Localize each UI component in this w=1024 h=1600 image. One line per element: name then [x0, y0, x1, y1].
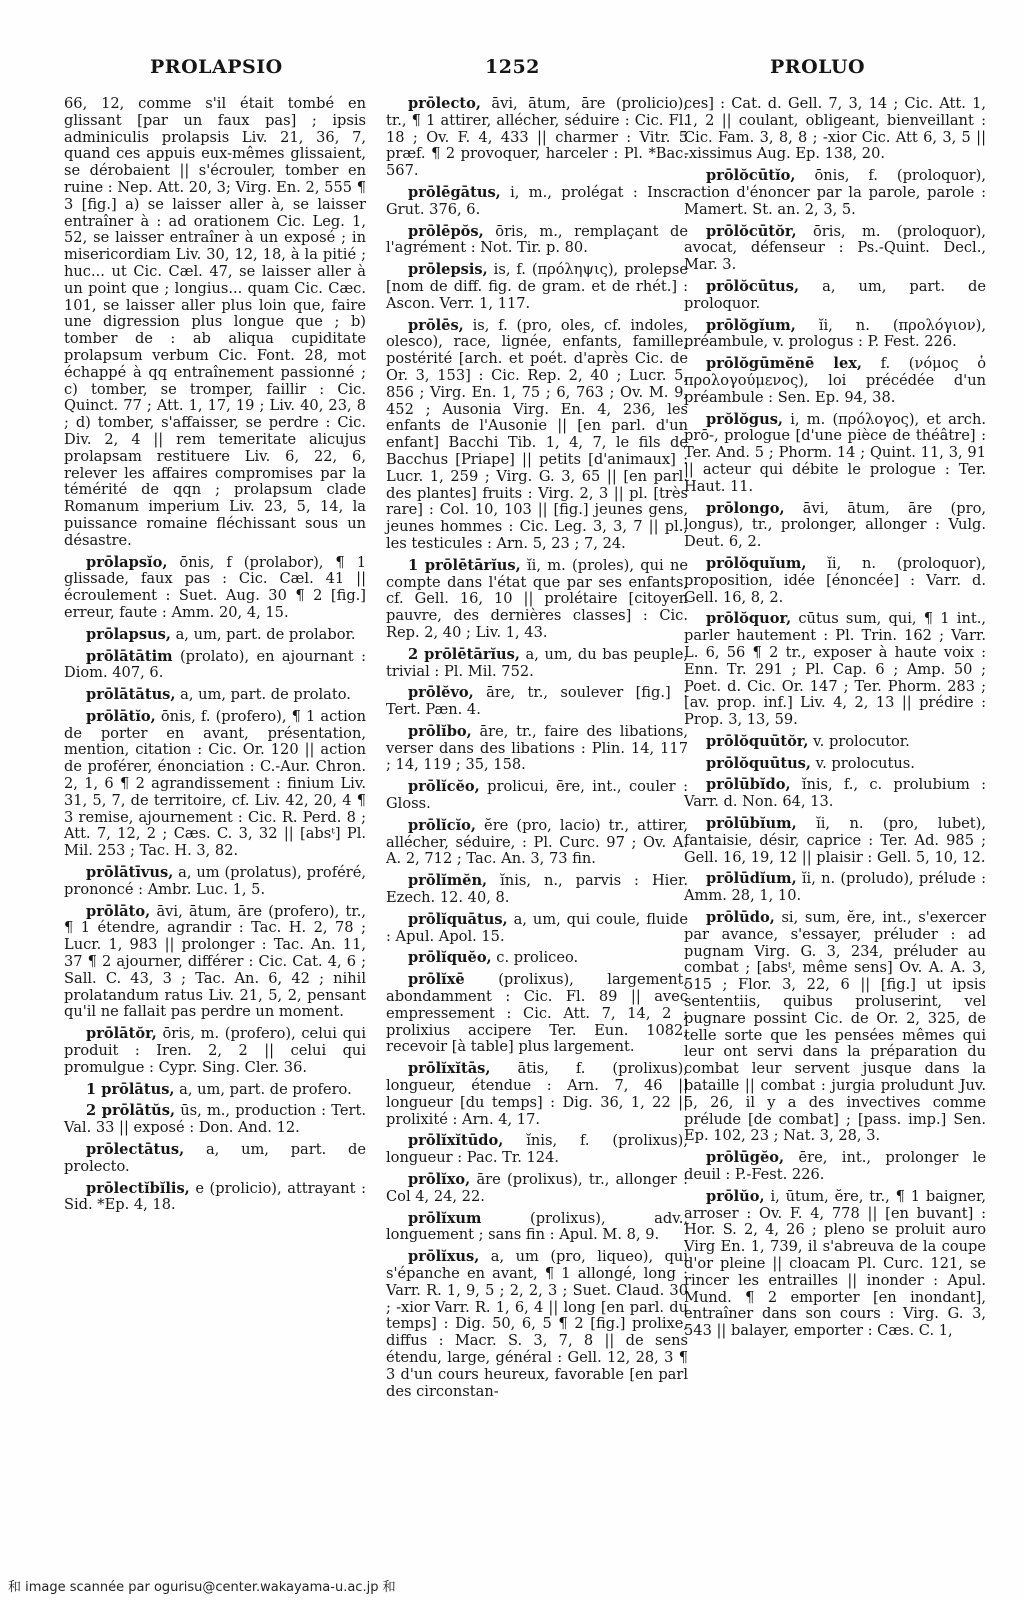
- entry-headword: prōlūdĭum,: [706, 870, 797, 888]
- entry-definition: ĭi, n. (proloquor), proposition, idée [énoncée] : Varr. d. Gell. 16, 8, 2.: [684, 554, 986, 606]
- entry-headword: prōlēgātus,: [408, 183, 501, 201]
- dictionary-entry: [386, 262, 688, 312]
- entry-headword: prōlŏcūtŏr,: [706, 222, 797, 240]
- entry-definition: ōris, m., remplaçant de l'agrément : Not. Tir. p. 80.: [386, 222, 688, 257]
- entry-definition: ĭi, n. (proludo), prélude : Amm. 28, 1, 10.: [684, 870, 986, 905]
- entry-headword: prōlectĭbĭlis,: [86, 1179, 190, 1197]
- entry-definition: ĭi, m. (proles), qui ne compte dans l'état que par ses enfants, cf. Gell. 16, 10 || prolétaire [citoyen pauvre, des dernières classes] : Cic. Rep. 2, 40 ; Liv. 1, 43.: [386, 556, 688, 641]
- dictionary-column-2: [386, 96, 688, 1405]
- entry-headword: prōlŏquūtus,: [706, 754, 811, 772]
- dictionary-entry: [386, 1211, 688, 1245]
- entry-definition: a, um, qui coule, fluide : Apul. Apol. 15.: [386, 910, 688, 945]
- entry-headword: prōlĕvo,: [408, 684, 474, 702]
- dictionary-entry: [684, 318, 986, 352]
- entry-definition: (prolixus), adv., longuement ; sans fin : Apul. M. 8, 9.: [386, 1209, 688, 1244]
- dictionary-entry: [386, 558, 688, 642]
- entry-headword: prōlātĭo,: [86, 707, 156, 725]
- entry-headword: 1 prōlētārĭus,: [408, 556, 521, 574]
- entry-definition: is, f. (pro, oles, cf. indoles, olesco), race, lignée, enfants, famille, postérité [arch. et poét. d'après Cic. de Or. 3, 153] : Cic. Rep. 2, 40 ; Lucr. 5, 856 ; Virg. En. 1, 75 ; 6, 763 ; Ov. M. 9, 452 ; Ausonia Virg. En. 4, 236, les enfants de l'Ausonie || [en parl. d'un enfant] Bacchi Tib. 1, 4, 7, le fils de Bacchus [Priape] || petits [d'animaux] : Lucr. 1, 259 ; Virg. G. 3, 65 || [en parl. des plantes] fruits : Virg. 2, 3 || pl. [très rare] : Col. 10, 103 || [fig.] jeunes gens, jeunes hommes : Cic. Leg. 3, 3, 7 || pl., les testicules : Arn. 5, 23 ; 7, 24.: [386, 316, 688, 552]
- entry-definition: āre, tr., faire des libations, verser dans des libations : Plin. 14, 117 ; 14, 119 ; 35, 158.: [386, 722, 688, 774]
- entry-headword: prōlĭcĕo,: [408, 778, 480, 796]
- running-head-left: PROLAPSIO: [150, 56, 283, 78]
- dictionary-entry: [386, 685, 688, 719]
- entry-definition: a, um (pro, liqueo), qui s'épanche en avant, ¶ 1 allongé, long : Varr. R. 1, 9, 5 ; 2, 2, 3 ; Suet. Claud. 30 ; -xior Varr. R. 1, 6, 4 || long [en parl. du temps] : Dig. 50, 6, 5 ¶ 2 [fig.] prolixe, diffus : Macr. S. 3, 7, 8 || de sens étendu, large, général : Gell. 12, 28, 3 ¶ 3 d'un cours heureux, favorable [en parl des circonstan-: [386, 1248, 688, 1400]
- entry-headword: prōlĭbo,: [408, 722, 472, 740]
- dictionary-entry: [64, 687, 366, 704]
- dictionary-entry: [684, 777, 986, 811]
- dictionary-entry: [386, 1133, 688, 1167]
- entry-headword: prōlŏcūtĭo,: [706, 167, 796, 185]
- dictionary-entry: [64, 1026, 366, 1076]
- entry-headword: prōlĭxus,: [408, 1248, 480, 1266]
- entry-definition: cūtus sum, qui, ¶ 1 int., parler hautement : Pl. Trin. 162 ; Varr. L. 6, 56 ¶ 2 tr., exposer à haute voix : Enn. Tr. 291 ; Pl. Cap. 6 ; Amp. 50 ; Poet. d. Cic. Or. 147 ; Ter. Phorm. 283 ; [av. prop. inf.] Liv. 4, 2, 13 || prédire : Prop. 3, 13, 59.: [684, 610, 986, 729]
- entry-definition: āre (prolixus), tr., allonger : Col 4, 24, 22.: [386, 1171, 688, 1205]
- entry-definition: ōris, m. (proloquor), avocat, défenseur : Ps.-Quint. Decl., Mar. 3.: [684, 222, 986, 274]
- entry-headword: prōlūgĕo,: [706, 1149, 785, 1167]
- dictionary-entry: [64, 904, 366, 1022]
- dictionary-column-3: [684, 96, 986, 1345]
- entry-headword: prōlŏquor,: [706, 610, 792, 628]
- entry-headword: prōlŭo,: [706, 1187, 765, 1205]
- entry-definition: ūs, m., production : Tert. Val. 33 || exposé : Don. And. 12.: [64, 1102, 366, 1137]
- entry-definition: ōnis, f. (profero), ¶ 1 action de porter en avant, présentation, mention, citation : Cic. Or. 120 || action de proférer, énonciation : C.-Aur. Chron. 2, 1, 6 ¶ 2 agrandissement : finium Liv. 31, 5, 7, de territoire, cf. Liv. 42, 20, 4 ¶ 3 remise, ajournement : Cic. R. Perd. 8 ; Att. 7, 12, 2 ; Cæs. C. 3, 32 || [absᵗ] Pl. Mil. 253 ; Tac. H. 3, 82.: [64, 707, 366, 860]
- entry-headword: prŏlŏgus,: [706, 410, 784, 428]
- entry-definition: a, um, part. de prolabor.: [170, 625, 356, 643]
- dictionary-entry: [684, 816, 986, 866]
- entry-headword: prōlūdo,: [706, 909, 775, 927]
- dictionary-entry: [684, 910, 986, 1145]
- dictionary-entry: [386, 972, 688, 1056]
- entry-headword: prōlŏquĭum,: [706, 554, 807, 572]
- dictionary-entry: [64, 649, 366, 683]
- entry-headword: prōlātŏr,: [86, 1025, 157, 1043]
- entry-headword: prōlĭxo,: [408, 1171, 471, 1189]
- dictionary-column-1: [64, 96, 366, 1219]
- dictionary-entry: [64, 1142, 366, 1176]
- dictionary-entry: [684, 224, 986, 274]
- dictionary-entry: [684, 356, 986, 406]
- entry-headword: prōlapsus,: [86, 625, 171, 643]
- dictionary-entry: [386, 873, 688, 907]
- entry-headword: prōlūbĭum,: [706, 815, 797, 833]
- dictionary-entry: [64, 555, 366, 622]
- dictionary-entry: [386, 950, 688, 967]
- dictionary-entry: [64, 627, 366, 644]
- dictionary-entry: [64, 96, 366, 550]
- entry-headword: prōlongo,: [706, 499, 785, 517]
- entry-headword: prōlŏquūtŏr,: [706, 732, 809, 750]
- entry-definition: si, sum, ĕre, int., s'exercer par avance, s'essayer, préluder : ad pugnam Virg. G. 3, 234, préluder au combat ; [absᵗ, même sens] Ov. A. A. 3, 515 ; Flor. 3, 22, 6 || [fig.] ut ipsis sententiis, quibus proluserint, vel pugnare possint Cic. de Or. 2, 325, de telle sorte que les pensées mêmes qui leur ont servi dans la préparation du combat leur servent jusque dans la bataille || combat : jurgia proludunt Juv. 5, 26, il y a des invectives comme prélude [de combat] ; [pass. imp.] Sen. Ep. 102, 23 ; Nat. 3, 28, 3.: [684, 909, 986, 1145]
- entry-definition: ĭnis, f., c. prolubium : Varr. d. Non. 64, 13.: [684, 776, 986, 811]
- entry-definition: i, m., prolégat : Inscr. Grut. 376, 6.: [386, 183, 688, 218]
- dictionary-entry: [684, 501, 986, 551]
- entry-headword: prōlecto,: [408, 95, 481, 112]
- dictionary-entry: [386, 1061, 688, 1128]
- entry-headword: prōlĭcĭo,: [408, 816, 476, 834]
- dictionary-entry: [684, 412, 986, 496]
- entry-definition: v. prolocutor.: [808, 732, 910, 750]
- entry-definition: ĭnis, f. (prolixus), longueur : Pac. Tr. 124.: [386, 1132, 688, 1167]
- dictionary-entry: [386, 818, 688, 868]
- entry-definition: ōris, m. (profero), celui qui produit : Iren. 2, 2 || celui qui promulgue : Cypr. Sing. Cler. 36.: [64, 1025, 366, 1076]
- entry-definition: v. prolocutus.: [810, 754, 915, 772]
- running-head-right: PROLUO: [770, 56, 866, 78]
- dictionary-entry: [684, 556, 986, 606]
- entry-definition: a, um, du bas peuple, trivial : Pl. Mil. 752.: [386, 645, 688, 680]
- dictionary-entry: [684, 611, 986, 729]
- entry-headword: prōlĭxĭtās,: [408, 1060, 491, 1078]
- entry-definition: ōnis, f. (proloquor), action d'énoncer par la parole, parole : Mamert. St. an. 2, 3, 5.: [684, 167, 986, 218]
- entry-headword: prōlātātim: [86, 647, 173, 665]
- dictionary-entry: [684, 96, 986, 163]
- entry-definition: ēre, int., prolonger le deuil : P.-Fest. 226.: [684, 1149, 986, 1184]
- entry-headword: prōlĭmĕn,: [408, 872, 488, 890]
- dictionary-entry: [386, 647, 688, 681]
- entry-definition: prolicui, ēre, int., couler : Gloss.: [386, 778, 688, 813]
- entry-headword: prōlĭxum: [408, 1209, 482, 1227]
- entry-headword: prōlĭquātus,: [408, 910, 508, 928]
- entry-headword: prōlēs,: [408, 316, 464, 334]
- dictionary-entry: [386, 724, 688, 774]
- dictionary-entry: [386, 912, 688, 946]
- entry-definition: a, um, part. de proloquor.: [684, 277, 986, 312]
- entry-headword: 2 prōlētārĭus,: [408, 645, 520, 663]
- dictionary-entry: [386, 224, 688, 258]
- dictionary-entry: [64, 709, 366, 860]
- entry-headword: prōlapsĭo,: [86, 553, 168, 571]
- entry-headword: prōlātātus,: [86, 686, 176, 704]
- entry-headword: prōlāto,: [86, 902, 151, 920]
- dictionary-entry: [386, 1172, 688, 1206]
- entry-definition: a, um, part. de prolecto.: [64, 1141, 366, 1175]
- dictionary-entry: [64, 1103, 366, 1137]
- entry-headword: prōlātīvus,: [86, 864, 174, 882]
- entry-headword: 2 prōlātŭs,: [86, 1102, 176, 1120]
- dictionary-entry: [64, 1181, 366, 1215]
- entry-headword: prōlŏgĭum,: [706, 316, 796, 334]
- dictionary-entry: [386, 318, 688, 553]
- dictionary-entry: [684, 1150, 986, 1184]
- entry-definition: a, um (prolatus), proféré, prononcé : Ambr. Luc. 1, 5.: [64, 864, 366, 898]
- dictionary-entry: [64, 865, 366, 899]
- entry-definition: (prolixus), largement, abondamment : Cic. Fl. 89 || avec empressement : Cic. Att. 7, 14, 2 ; prolixius accipere Ter. Eun. 1082, recevoir [à table] plus largement.: [386, 971, 688, 1056]
- entry-definition: āvi, ātum, āre (pro, longus), tr., prolonger, allonger : Vulg. Deut. 6, 2.: [684, 499, 986, 551]
- entry-definition: i, m. (πρόλογος), et arch. prō-, prologue [d'une pièce de théâtre] : Ter. And. 5 ; Phorm. 14 ; Quint. 11, 3, 91 || acteur qui débite le prologue : Ter. Haut. 11.: [684, 410, 986, 495]
- entry-definition: ces] : Cat. d. Gell. 7, 3, 14 ; Cic. Att. 1, 1, 2 || coulant, obligeant, bienveillant : Cic. Fam. 3, 8, 8 ; -xior Cic. Att 6, 3, 5 || -xissimus Aug. Ep. 138, 20.: [684, 95, 986, 163]
- entry-headword: prōlŏcūtus,: [706, 277, 800, 295]
- entry-definition: is, f. (πρόληψις), prolepse [nom de diff. fig. de gram. et de rhét.] : Ascon. Verr. 1, 117.: [386, 261, 688, 312]
- scan-credit: 和 image scannée par ogurisu@center.wakayama-u.ac.jp 和: [8, 1580, 396, 1595]
- dictionary-entry: [386, 185, 688, 219]
- entry-headword: prōlĭxē: [408, 971, 465, 989]
- entry-definition: āvi, ātum, āre (profero), tr., ¶ 1 étendre, agrandir : Tac. H. 2, 78 ; Lucr. 1, 983 || prolonger : Tac. An. 11, 37 ¶ 2 ajourner, différer : Cic. Cat. 4, 6 ; Sall. C. 43, 3 ; Tac. An. 6, 42 ; nihil prolatandum ratus Liv. 21, 5, 2, pensant qu'il ne fallait pas perdre un moment.: [64, 902, 366, 1021]
- entry-definition: e (prolicio), attrayant : Sid. *Ep. 4, 18.: [64, 1179, 366, 1214]
- entry-definition: ĭi, n. (pro, lubet), fantaisie, désir, caprice : Ter. Ad. 985 ; Gell. 16, 19, 12 || plaisir : Gell. 5, 10, 12.: [684, 815, 986, 866]
- dictionary-entry: [386, 1249, 688, 1400]
- entry-definition: i, ūtum, ĕre, tr., ¶ 1 baigner, arroser : Ov. F. 4, 778 || [en buvant] : Hor. S. 2, 4, 26 ; pleno se proluit auro Virg En. 1, 739, il s'abreuva de la coupe d'or pleine || cloacam Pl. Curc. 121, se rincer les entrailles || inonder : Apul. Mund. ¶ 2 emporter [en inondant], entraîner dans son cours : Virg. G. 3, 543 || balayer, emporter : Cæs. C. 1,: [684, 1187, 986, 1340]
- entry-headword: prōlēpŏs,: [408, 222, 484, 240]
- entry-headword: prōlĭquĕo,: [408, 949, 492, 967]
- dictionary-entry: [684, 734, 986, 751]
- entry-definition: āre, tr., soulever [fig.] : Tert. Pæn. 4.: [386, 684, 688, 719]
- entry-headword: prōlĭxĭtūdo,: [408, 1132, 504, 1150]
- entry-headword: prōlectātus,: [86, 1141, 185, 1159]
- entry-definition: a, um, part. de profero.: [174, 1080, 352, 1098]
- dictionary-entry: [684, 756, 986, 773]
- dictionary-entry: [684, 168, 986, 218]
- entry-definition: c. proliceo.: [491, 949, 579, 967]
- entry-definition: ĭnis, n., parvis : Hier. Ezech. 12. 40, 8.: [386, 872, 688, 907]
- dictionary-entry: [684, 279, 986, 313]
- dictionary-entry: [684, 1189, 986, 1340]
- dictionary-entry: [386, 96, 688, 180]
- entry-definition: ĭi, n. (προλόγιον), préambule, v. prologus : P. Fest. 226.: [684, 316, 986, 351]
- entry-headword: prōlūbĭdo,: [706, 776, 791, 794]
- entry-definition: ĕre (pro, lacio) tr., attirer, allécher, séduire, : Pl. Curc. 97 ; Ov. A. A. 2, 712 ; Tac. An. 3, 73 fin.: [386, 816, 688, 868]
- entry-definition: āvi, ātum, āre (prolicio), tr., ¶ 1 attirer, allécher, séduire : Cic. Fl. 18 ; Ov. F. 4, 433 || charmer : Vitr. 5 præf. ¶ 2 provoquer, harceler : Pl. *Bac. 567.: [386, 95, 688, 180]
- entry-definition: f. (νόμος ὁ προλογούμενος), loi précédée d'un préambule : Sen. Ep. 94, 38.: [684, 355, 986, 406]
- entry-definition: 66, 12, comme s'il était tombé en glissant [par un faux pas] ; ipsis adminiculis prolapsis Liv. 21, 36, 7, quand ces appuis eux-mêmes glissaient, se dérobaient || s'écrouler, tomber en ruine : Nep. Att. 20, 3; Virg. En. 2, 555 ¶ 3 [fig.] a) se laisser aller à, se laisser entraîner à : ad orationem Cic. Leg. 1, 52, se laisser entraîner à un exposé ; in misericordiam Liv. 30, 12, 18, à la pitié ; huc... ut Cic. Cæl. 47, se laisser aller à un point que ; longius... quam Cic. Cæc. 101, se laisser aller plus loin que, faire une digression plus longue que ; b) tomber de : ab aliqua cupiditate prolapsum verbum Cic. Font. 28, mot échappé à qq entraînement passionné ; c) tomber, se tromper, faillir : Cic. Quinct. 77 ; Att. 1, 17, 19 ; Liv. 40, 23, 8 ; d) tomber, s'affaisser, se perdre : Cic. Div. 2, 4 || rem temeritate alicujus prolapsam restituere Liv. 6, 22, 6, relever les affaires compromises par la témérité de qqn ; prolapsum clade Romanum imperium Liv. 23, 5, 14, la puissance romaine fléchissant sous un désastre.: [64, 95, 366, 549]
- page-header: [0, 56, 1024, 86]
- entry-definition: ātis, f. (prolixus), longueur, étendue : Arn. 7, 46 || longueur [du temps] : Dig. 36, 1, 22 || prolixité : Arn. 4, 17.: [386, 1060, 688, 1128]
- dictionary-entry: [64, 1082, 366, 1099]
- entry-definition: (prolato), en ajournant : Diom. 407, 6.: [64, 647, 366, 682]
- entry-definition: ōnis, f (prolabor), ¶ 1 glissade, faux pas : Cic. Cæl. 41 || écroulement : Suet. Aug. 30 ¶ 2 [fig.] erreur, faute : Amm. 20, 4, 15.: [64, 553, 366, 621]
- entry-headword: prōlepsis,: [408, 261, 488, 279]
- dictionary-entry: [386, 779, 688, 813]
- dictionary-entry: [684, 871, 986, 905]
- entry-headword: 1 prōlātus,: [86, 1080, 175, 1098]
- page-number: 1252: [485, 56, 540, 78]
- entry-headword: prōlŏgūmĕnē lex,: [706, 355, 863, 373]
- entry-definition: a, um, part. de prolato.: [175, 686, 351, 704]
